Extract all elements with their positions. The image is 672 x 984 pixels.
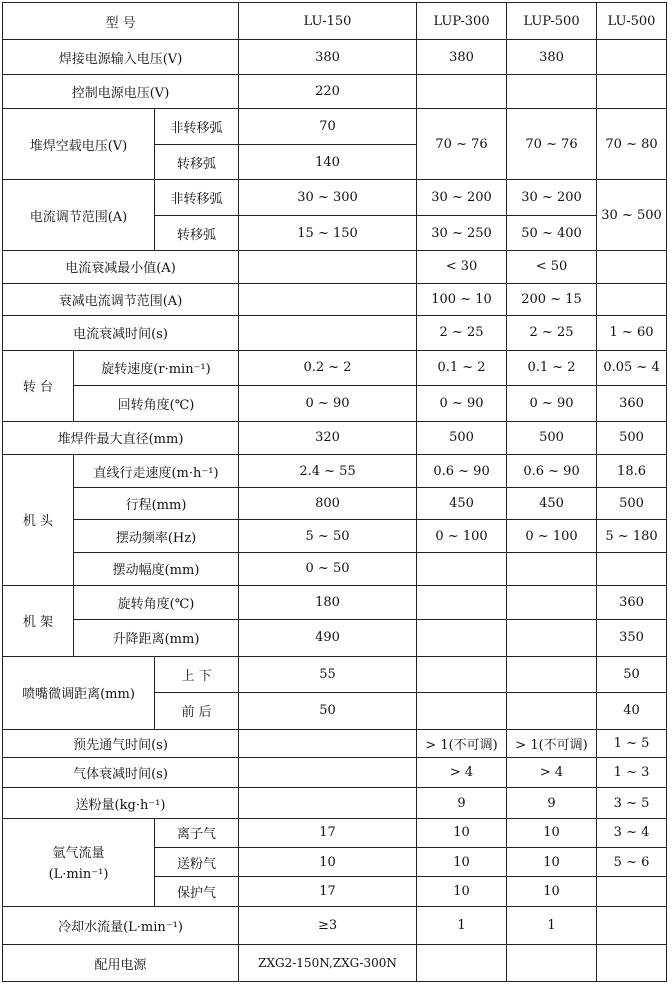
table-row [3, 316, 667, 350]
cell [507, 620, 597, 656]
cell: 0 ~ 90 [507, 386, 597, 421]
table-row [3, 553, 667, 585]
row-sub-label: 前 后 [155, 693, 239, 729]
cell: 0.05 ~ 4 [597, 350, 667, 385]
cell: < 30 [417, 251, 507, 283]
cell: 0 ~ 90 [239, 386, 417, 421]
header-row [3, 3, 667, 40]
cell: 70 ~ 76 [507, 109, 597, 180]
cell: 0 ~ 90 [417, 386, 507, 421]
cell: 200 ~ 15 [507, 283, 597, 315]
header-model-lu500: LU-500 [597, 3, 667, 40]
cell: 0 ~ 100 [417, 519, 507, 552]
row-sub-label: 旋转速度(r·min⁻¹) [74, 350, 239, 385]
row-sub-label: 行程(mm) [74, 488, 239, 519]
cell: 360 [597, 585, 667, 619]
table-row [3, 109, 667, 144]
row-label: 电流衰减最小值(A) [3, 251, 239, 283]
table-row [3, 488, 667, 519]
header-model-lup300: LUP-300 [417, 3, 507, 40]
table-row [3, 906, 667, 945]
row-label: 衰减电流调节范围(A) [3, 283, 239, 315]
cell: 0 ~ 100 [507, 519, 597, 552]
cell: 500 [507, 421, 597, 454]
row-label: 焊接电源输入电压(V) [3, 40, 239, 74]
row-group-label: 转 台 [3, 350, 74, 421]
cell: > 1(不可调) [417, 729, 507, 757]
cell: 140 [239, 144, 417, 179]
table-row [3, 74, 667, 108]
cell [507, 693, 597, 729]
cell: 500 [417, 421, 507, 454]
cell: 50 [239, 693, 417, 729]
cell: 10 [417, 848, 507, 877]
cell: 17 [239, 877, 417, 906]
row-sub-label: 直线行走速度(m·h⁻¹) [74, 454, 239, 487]
cell: 350 [597, 620, 667, 656]
cell [597, 877, 667, 906]
header-model-lu150: LU-150 [239, 3, 417, 40]
row-sub-label: 回转角度(℃) [74, 386, 239, 421]
cell: 5 ~ 50 [239, 519, 417, 552]
cell: 0 ~ 50 [239, 553, 417, 585]
row-sub-label: 上 下 [155, 656, 239, 692]
row-label: 气体衰减时间(s) [3, 757, 239, 787]
table-row [3, 421, 667, 454]
cell [417, 553, 507, 585]
cell: 5 ~ 6 [597, 848, 667, 877]
row-sub-label: 保护气 [155, 877, 239, 906]
table-row [3, 350, 667, 385]
cell [239, 757, 417, 787]
argon-label-line1: 氩气流量 [52, 846, 105, 862]
cell: 3 ~ 4 [597, 818, 667, 847]
row-group-label: 堆焊空载电压(V) [3, 109, 155, 180]
cell: 380 [417, 40, 507, 74]
cell: 0.1 ~ 2 [507, 350, 597, 385]
cell [507, 74, 597, 108]
cell [239, 283, 417, 315]
cell: 30 ~ 200 [417, 180, 507, 215]
cell: 380 [507, 40, 597, 74]
row-group-label: 电流调节范围(A) [3, 180, 155, 251]
cell: 500 [597, 421, 667, 454]
cell [507, 945, 597, 982]
cell: 1 ~ 60 [597, 316, 667, 350]
cell: 490 [239, 620, 417, 656]
cell: 2 ~ 25 [417, 316, 507, 350]
table-row [3, 585, 667, 619]
cell: 450 [417, 488, 507, 519]
cell: 360 [597, 386, 667, 421]
cell: 1 [417, 906, 507, 945]
cell: ≥3 [239, 906, 417, 945]
row-label: 控制电源电压(V) [3, 74, 239, 108]
cell: 0.2 ~ 2 [239, 350, 417, 385]
row-sub-label: 非转移弧 [155, 109, 239, 144]
cell: 10 [239, 848, 417, 877]
table-row [3, 251, 667, 283]
spec-table [2, 2, 667, 982]
cell [417, 656, 507, 692]
cell [239, 251, 417, 283]
cell [597, 74, 667, 108]
row-label: 冷却水流量(L·min⁻¹) [3, 906, 239, 945]
row-label: 堆焊件最大直径(mm) [3, 421, 239, 454]
row-group-label: 机 架 [3, 585, 74, 656]
cell: 40 [597, 693, 667, 729]
table-row [3, 818, 667, 847]
cell: 30 ~ 250 [417, 215, 507, 250]
table-row [3, 620, 667, 656]
cell: 70 ~ 76 [417, 109, 507, 180]
row-label: 送粉量(kg·h⁻¹) [3, 788, 239, 818]
table-row [3, 283, 667, 315]
table-row [3, 729, 667, 757]
cell [239, 729, 417, 757]
cell [239, 316, 417, 350]
cell [417, 620, 507, 656]
cell: 450 [507, 488, 597, 519]
table-row [3, 454, 667, 487]
cell: 1 ~ 3 [597, 757, 667, 787]
cell: 0.6 ~ 90 [507, 454, 597, 487]
cell [417, 945, 507, 982]
table-row [3, 40, 667, 74]
header-model-lup500: LUP-500 [507, 3, 597, 40]
cell: 1 ~ 5 [597, 729, 667, 757]
row-sub-label: 升降距离(mm) [74, 620, 239, 656]
cell: 9 [507, 788, 597, 818]
row-label: 电流衰减时间(s) [3, 316, 239, 350]
cell: 380 [239, 40, 417, 74]
row-sub-label: 摆动幅度(mm) [74, 553, 239, 585]
row-sub-label: 旋转角度(℃) [74, 585, 239, 619]
cell [507, 585, 597, 619]
cell: 10 [507, 848, 597, 877]
cell: 0.1 ~ 2 [417, 350, 507, 385]
row-sub-label: 转移弧 [155, 144, 239, 179]
cell [417, 693, 507, 729]
row-sub-label: 转移弧 [155, 215, 239, 250]
cell: 10 [507, 877, 597, 906]
cell: > 4 [417, 757, 507, 787]
cell: 17 [239, 818, 417, 847]
cell: 320 [239, 421, 417, 454]
cell [597, 553, 667, 585]
cell: 15 ~ 150 [239, 215, 417, 250]
table-row [3, 788, 667, 818]
cell [597, 283, 667, 315]
cell: 9 [417, 788, 507, 818]
cell: 70 [239, 109, 417, 144]
cell: 10 [417, 877, 507, 906]
cell: 10 [507, 818, 597, 847]
cell: 18.6 [597, 454, 667, 487]
row-group-label: 机 头 [3, 454, 74, 585]
cell: 1 [507, 906, 597, 945]
cell: ZXG2-150N,ZXG-300N [239, 945, 417, 982]
cell: > 1(不可调) [507, 729, 597, 757]
row-sub-label: 摆动频率(Hz) [74, 519, 239, 552]
row-label: 预先通气时间(s) [3, 729, 239, 757]
cell: 500 [597, 488, 667, 519]
cell: 50 ~ 400 [507, 215, 597, 250]
cell: > 4 [507, 757, 597, 787]
cell: 100 ~ 10 [417, 283, 507, 315]
cell: 0.6 ~ 90 [417, 454, 507, 487]
cell: 2.4 ~ 55 [239, 454, 417, 487]
cell [597, 906, 667, 945]
row-sub-label: 非转移弧 [155, 180, 239, 215]
cell [417, 585, 507, 619]
argon-label-line2: (L·min⁻¹) [48, 867, 109, 883]
cell: 55 [239, 656, 417, 692]
table-row [3, 656, 667, 692]
cell [507, 656, 597, 692]
cell: 800 [239, 488, 417, 519]
cell: < 50 [507, 251, 597, 283]
cell [417, 74, 507, 108]
row-group-label [3, 818, 155, 906]
cell: 30 ~ 300 [239, 180, 417, 215]
cell: 50 [597, 656, 667, 692]
cell: 70 ~ 80 [597, 109, 667, 180]
row-label: 配用电源 [3, 945, 239, 982]
table-row [3, 386, 667, 421]
cell: 180 [239, 585, 417, 619]
cell: 2 ~ 25 [507, 316, 597, 350]
cell [597, 945, 667, 982]
table-row [3, 180, 667, 215]
row-group-label: 喷嘴微调距离(mm) [3, 656, 155, 729]
cell [597, 40, 667, 74]
cell: 3 ~ 5 [597, 788, 667, 818]
cell: 30 ~ 200 [507, 180, 597, 215]
row-sub-label: 离子气 [155, 818, 239, 847]
table-row [3, 519, 667, 552]
cell [239, 788, 417, 818]
cell: 30 ~ 500 [597, 180, 667, 251]
cell [597, 251, 667, 283]
cell: 10 [417, 818, 507, 847]
cell [507, 553, 597, 585]
cell: 220 [239, 74, 417, 108]
header-model-label: 型 号 [3, 3, 239, 40]
row-sub-label: 送粉气 [155, 848, 239, 877]
cell: 5 ~ 180 [597, 519, 667, 552]
table-row [3, 945, 667, 982]
table-row [3, 757, 667, 787]
